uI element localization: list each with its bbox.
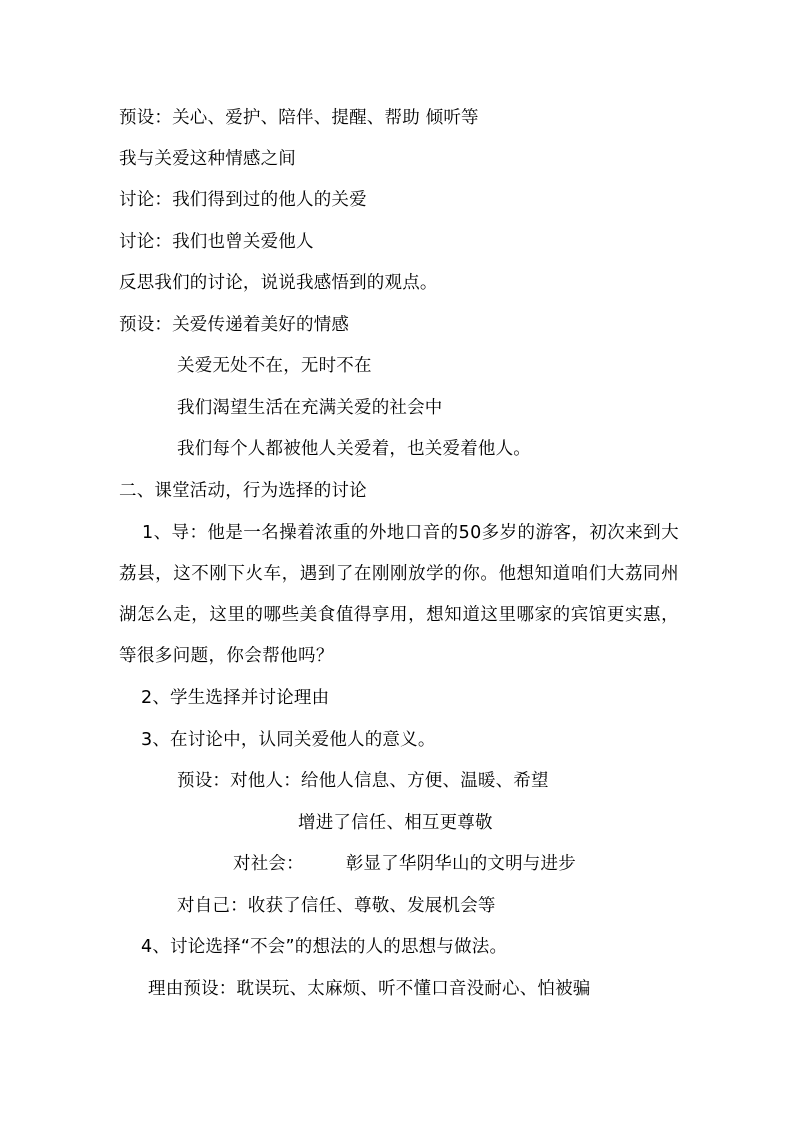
item-4: 4、讨论选择“不会”的想法的人的思想与做法。: [141, 937, 508, 957]
preset-for-society-text: 彰显了华阴华山的文明与进步: [345, 854, 576, 874]
item-3: 3、在讨论中，认同关爱他人的意义。: [141, 730, 436, 750]
preset-care-everyone: 我们每个人都被他人关爱着，也关爱着他人。: [177, 439, 531, 459]
preset-for-others: 预设：对他人：给他人信息、方便、温暖、希望: [177, 771, 549, 791]
preset-care-actions: 预设：关心、爱护、陪伴、提醒、帮助 倾听等: [119, 108, 479, 128]
section-me-and-care: 我与关爱这种情感之间: [119, 149, 296, 169]
discussion-received-care: 讨论：我们得到过的他人的关爱: [119, 190, 367, 210]
reflection-prompt: 反思我们的讨论，说说我感悟到的观点。: [119, 273, 438, 293]
preset-for-self: 对自己：收获了信任、尊敬、发展机会等: [177, 896, 496, 916]
preset-for-others-2: 增进了信任、相互更尊敬: [298, 813, 493, 833]
reason-preset: 理由预设：耽误玩、太麻烦、听不懂口音没耐心、怕被骗: [148, 979, 591, 999]
discussion-gave-care: 讨论：我们也曾关爱他人: [119, 232, 314, 252]
preset-care-emotion: 预设：关爱传递着美好的情感: [119, 315, 350, 335]
item-2: 2、学生选择并讨论理由: [141, 688, 330, 708]
preset-care-society: 我们渴望生活在充满关爱的社会中: [177, 398, 443, 418]
preset-care-everywhere: 关爱无处不在，无时不在: [177, 356, 372, 376]
preset-for-society-label: 对社会：: [233, 854, 304, 874]
section-two-heading: 二、课堂活动，行为选择的讨论: [119, 481, 367, 501]
item-1-scenario: 1、导：他是一名操着浓重的外地口音的50多岁的游客，初次来到大荔县，这不刚下火车，遇到了在刚刚放学的你。他想知道咱们大荔同州湖怎么走，这里的哪些美食值得享用，想知道这里哪家的宾馆更实惠，等很多问题，你会帮他吗？: [119, 523, 679, 666]
preset-for-society: [233, 852, 576, 876]
